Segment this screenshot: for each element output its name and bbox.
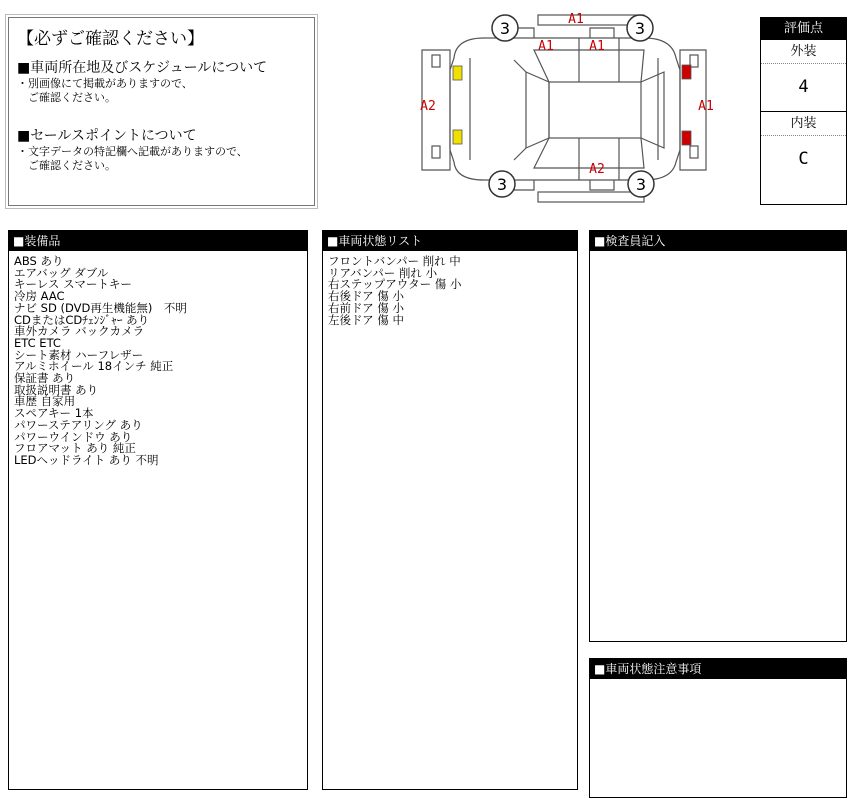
condition-list	[323, 251, 577, 326]
rear-lamp-right-icon	[682, 131, 691, 145]
list-item: 右後ドア 傷 小	[328, 289, 404, 304]
list-item: スペアキー 1本	[14, 406, 94, 421]
equipment-title: ■装備品	[9, 231, 307, 251]
damage-mark-rear-bottom: A2	[589, 162, 605, 177]
interior-label: 内装	[761, 111, 846, 136]
list-item: LEDヘッドライト あり 不明	[14, 452, 159, 467]
front-lamp-right-icon	[453, 130, 462, 144]
notice-section2-line2: ご確認ください。	[28, 159, 116, 172]
list-item: リアバンパー 削れ 小	[328, 265, 438, 280]
list-item: シート素材 ハーフレザー	[14, 347, 144, 362]
caution-panel	[589, 658, 847, 798]
equipment-list	[9, 251, 307, 467]
exterior-score: 4	[798, 77, 809, 97]
list-item: 左後ドア 傷 中	[328, 312, 404, 327]
notice-section2-line1: ・文字データの特記欄へ記載がありますので、	[17, 145, 248, 158]
damage-mark-hood-left: A1	[538, 39, 554, 54]
notice-section1-heading: ■車両所在地及びスケジュールについて	[17, 60, 268, 76]
list-item: ナビ SD (DVD再生機能無) 不明	[14, 300, 187, 315]
list-item: キーレス スマートキー	[14, 277, 132, 292]
list-item: エアバッグ ダブル	[14, 265, 109, 280]
list-item: アルミホイール 18インチ 純正	[14, 359, 174, 374]
list-item: 取扱説明書 あり	[14, 382, 99, 397]
list-item: フロントバンパー 削れ 中	[328, 254, 461, 268]
notice-title: 【必ずご確認ください】	[17, 29, 204, 49]
wheel-rear-right-label: 3	[635, 175, 647, 194]
wheel-front-left-label: 3	[499, 19, 511, 38]
notice-section1-line1: ・別画像にて掲載がありますので、	[17, 77, 193, 90]
list-item: ABS あり	[14, 254, 64, 268]
condition-title: ■車両状態リスト	[323, 231, 577, 251]
list-item: 車外カメラ バックカメラ	[14, 324, 145, 339]
list-item: ETC ETC	[14, 335, 61, 350]
condition-panel	[322, 230, 578, 790]
damage-mark-hood-right: A1	[589, 39, 605, 54]
car-outline-svg	[414, 10, 714, 203]
notice-section2-heading: ■セールスポイントについて	[17, 128, 197, 144]
score-header: 評価点	[761, 18, 846, 40]
wheel-rear-left-label: 3	[496, 175, 508, 194]
list-item: 車歴 自家用	[14, 394, 76, 409]
exterior-label: 外装	[761, 40, 846, 64]
list-item: CDまたはCDﾁｪﾝｼﾞｬｰ あり	[14, 312, 150, 327]
list-item: 冷房 AAC	[14, 289, 65, 304]
interior-score: C	[798, 149, 809, 169]
list-item: 右ステップアウター 傷 小	[328, 277, 462, 292]
damage-mark-front-top: A1	[568, 12, 584, 27]
list-item: 保証書 あり	[14, 371, 76, 386]
list-item: パワーステアリング あり	[14, 417, 143, 432]
list-item: パワーウインドウ あり	[14, 429, 133, 444]
wheel-front-right-label: 3	[634, 19, 646, 38]
notice-section1-line2: ご確認ください。	[28, 91, 116, 104]
damage-mark-left-side: A2	[420, 99, 436, 114]
vehicle-damage-diagram	[414, 10, 714, 203]
notice-box	[8, 17, 315, 206]
list-item: フロアマット あり 純正	[14, 441, 136, 456]
damage-mark-right-side: A1	[698, 99, 714, 114]
list-item: 右前ドア 傷 小	[328, 300, 404, 315]
rear-lamp-left-icon	[682, 65, 691, 79]
caution-title: ■車両状態注意事項	[590, 659, 846, 679]
equipment-panel	[8, 230, 308, 790]
inspector-title: ■検査員記入	[590, 231, 846, 251]
inspector-panel	[589, 230, 847, 642]
evaluation-score-box	[760, 17, 847, 205]
front-lamp-left-icon	[453, 66, 462, 80]
